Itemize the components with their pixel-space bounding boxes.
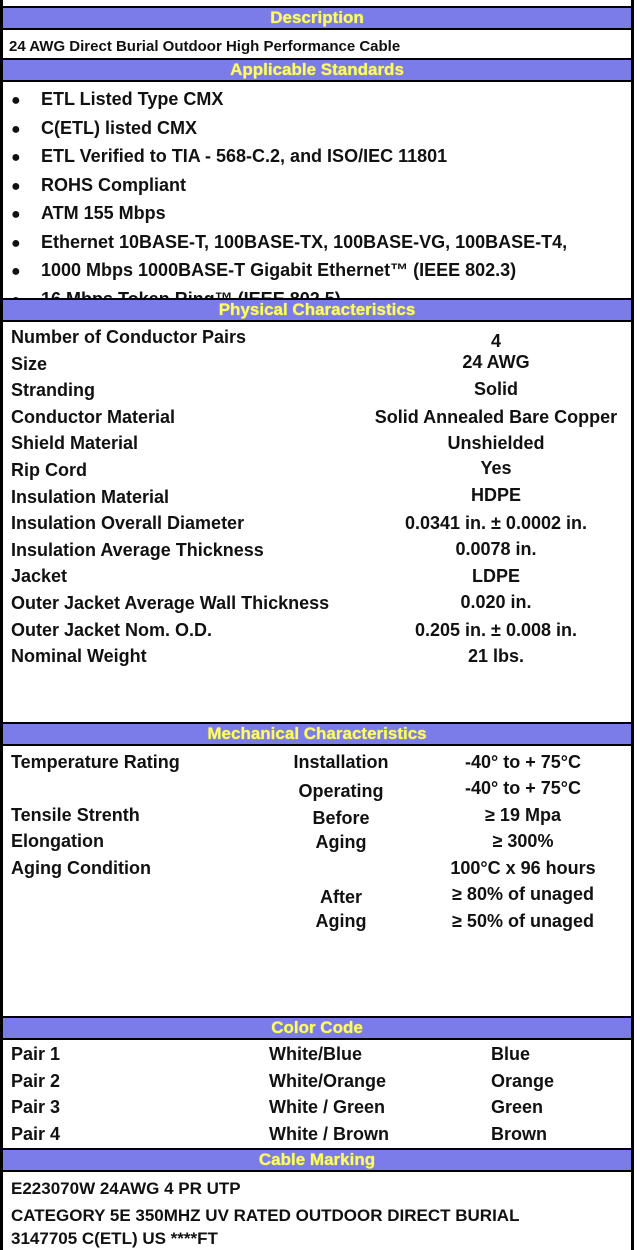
standards-item: ● ATM 155 Mbps [11, 200, 567, 229]
description-header: Description [3, 6, 631, 30]
cable-marking-line: 3147705 C(ETL) US ****FT [11, 1229, 218, 1248]
mechanical-label: Tensile Strenth [11, 805, 140, 825]
physical-label: Outer Jacket Average Wall Thickness [11, 593, 330, 613]
physical-value: 0.020 in. [460, 592, 532, 612]
mechanical-value: ≥ 19 Mpa [485, 805, 561, 825]
mechanical-value: ≥ 80% of unaged [452, 884, 594, 904]
standards-item: ● 1000 Mbps 1000BASE-T Gigabit Ethernet™ (IEEE 802.3) [11, 257, 567, 286]
physical-label: Jacket [11, 566, 68, 586]
standards-item: ● C(ETL) listed CMX [11, 115, 567, 144]
physical-label: Shield Material [11, 433, 139, 453]
physical-value: HDPE [470, 485, 521, 505]
mechanical-header: Mechanical Characteristics [3, 722, 631, 746]
bullet-icon: ● [11, 206, 21, 223]
bullet-icon: ● [11, 177, 21, 195]
mechanical-value: ≥ 50% of unaged [452, 911, 594, 931]
physical-label: Stranding [11, 380, 95, 400]
physical-value: Solid [474, 379, 518, 399]
pair-color-primary: White/Orange [269, 1071, 387, 1091]
physical-value: Unshielded [447, 433, 545, 453]
physical-label: Conductor Material [11, 407, 176, 427]
pair-label: Pair 2 [11, 1071, 61, 1091]
physical-label: Insulation Average Thickness [11, 540, 264, 560]
bullet-icon: ● [11, 92, 21, 109]
standards-item: ● ROHS Compliant [11, 172, 567, 201]
mechanical-condition: Aging [315, 911, 367, 931]
physical-value: 0.0078 in. [455, 539, 537, 559]
physical-label: Nominal Weight [11, 646, 147, 666]
pair-color-secondary: Green [491, 1097, 544, 1117]
bullet-icon: ● [11, 120, 21, 138]
standards-item: ● ETL Verified to TIA - 568-C.2, and ISO/IEC 11801 [11, 143, 567, 172]
pair-color-secondary: Blue [491, 1044, 531, 1064]
bullet-icon: ● [11, 149, 21, 166]
physical-header: Physical Characteristics [3, 298, 631, 322]
standards-list [11, 86, 567, 314]
mechanical-value: 100°C x 96 hours [450, 858, 596, 878]
pair-color-primary: White / Green [269, 1097, 386, 1117]
mechanical-condition: Before [312, 808, 370, 828]
standards-item: ● ETL Listed Type CMX [11, 86, 567, 115]
physical-value: 4 [490, 331, 501, 351]
pair-label: Pair 3 [11, 1097, 61, 1117]
mechanical-value: -40° to + 75°C [465, 752, 581, 772]
cable-marking-line: E223070W 24AWG 4 PR UTP [11, 1179, 241, 1198]
cable-marking-line: CATEGORY 5E 350MHZ UV RATED OUTDOOR DIRECT BURIAL [11, 1206, 520, 1225]
mechanical-condition: Installation [293, 752, 389, 772]
bullet-icon: ● [11, 234, 21, 252]
mechanical-value: ≥ 300% [492, 831, 554, 851]
mechanical-label: Elongation [11, 831, 104, 851]
cable-marking-header: Cable Marking [3, 1148, 631, 1172]
pair-label: Pair 1 [11, 1044, 61, 1064]
bullet-icon: ● [11, 263, 21, 280]
pair-color-primary: White / Brown [269, 1124, 389, 1144]
pair-color-secondary: Orange [491, 1071, 555, 1091]
physical-value: Solid Annealed Bare Copper [374, 407, 618, 427]
physical-value: LDPE [471, 566, 520, 586]
physical-value: 21 lbs. [467, 646, 525, 666]
physical-value: 24 AWG [462, 352, 530, 372]
mechanical-label: Aging Condition [11, 858, 151, 878]
physical-value: 0.0341 in. ± 0.0002 in. [405, 513, 587, 533]
color-code-header: Color Code [3, 1016, 631, 1040]
pair-color-secondary: Brown [491, 1124, 547, 1144]
physical-label: Size [11, 354, 48, 374]
physical-label: Rip Cord [11, 460, 87, 480]
physical-label: Number of Conductor Pairs [11, 327, 247, 347]
physical-label: Insulation Material [11, 487, 170, 507]
mechanical-condition: After [319, 887, 362, 907]
mechanical-label: Temperature Rating [11, 752, 180, 772]
standards-header: Applicable Standards [3, 58, 631, 82]
pair-color-primary: White/Blue [269, 1044, 362, 1064]
physical-label: Outer Jacket Nom. O.D. [11, 620, 213, 640]
description-text: 24 AWG Direct Burial Outdoor High Performance Cable [9, 38, 401, 55]
physical-value: 0.205 in. ± 0.008 in. [415, 620, 577, 640]
physical-label: Insulation Overall Diameter [11, 513, 245, 533]
mechanical-value: -40° to + 75°C [465, 778, 581, 798]
mechanical-condition: Aging [315, 832, 367, 852]
pair-label: Pair 4 [11, 1124, 61, 1144]
standards-item: ● Ethernet 10BASE-T, 100BASE-TX, 100BASE-VG, 100BASE-T4, [11, 229, 567, 258]
mechanical-condition: Operating [298, 781, 384, 801]
physical-value: Yes [480, 458, 512, 478]
